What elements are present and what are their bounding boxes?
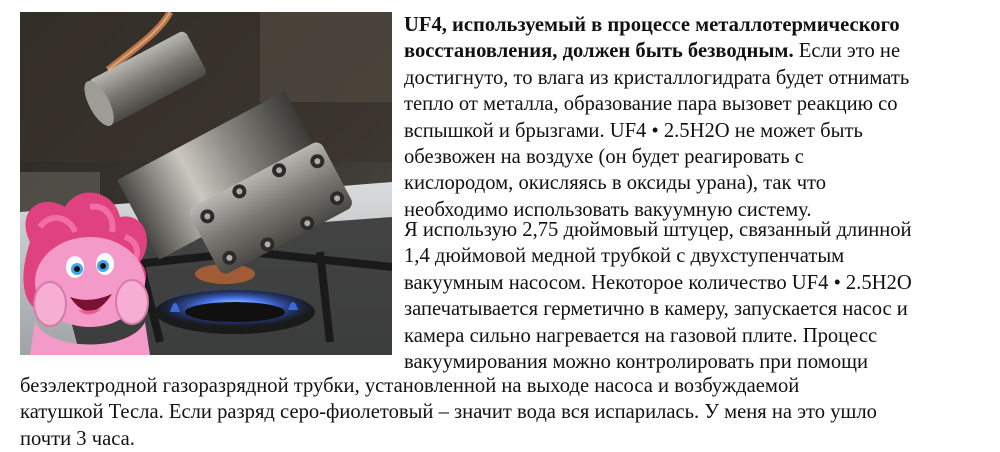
- text-line: безэлектродной газоразрядной трубки, установленной на выходе насоса и возбуждаемой: [20, 375, 800, 397]
- paragraph-setup: [404, 217, 912, 375]
- bold-heading-line-1: UF4, используемый в процессе металлотермического: [404, 14, 900, 36]
- paragraph-conclusion: [20, 373, 877, 452]
- text-line: вакуумным насосом. Некоторое количество UF4 • 2.5H2O: [404, 271, 912, 294]
- text-line: Если это не: [793, 40, 901, 63]
- text-line: тепло от металла, образование пара вызовет реакцию со: [404, 93, 898, 116]
- text-line: достигнуто, то влага из кристаллогидрата будет отнимать: [404, 66, 910, 89]
- text-line: вспышкой и брызгами. UF4 • 2.5H2O не может быть: [404, 119, 863, 142]
- vacuum-chamber-photo: [20, 12, 392, 355]
- text-line: кислородом, окисляясь в оксиды урана), так что: [404, 172, 827, 195]
- text-line: необходимо использовать вакуумную систему.: [404, 198, 812, 221]
- text-line: почти 3 часа.: [20, 427, 135, 450]
- text-line: Я использую 2,75 дюймовый штуцер, связанный длинной: [404, 219, 912, 241]
- text-line: катушкой Тесла. Если разряд серо-фиолетовый – значит вода вся испарилась. У меня на это ушло: [20, 401, 877, 424]
- paragraph-intro: [404, 12, 909, 223]
- text-line: 1,4 дюймовой медной трубкой с двухступенчатым: [404, 245, 845, 268]
- text-line: вакуумирования можно контролировать при помощи: [404, 351, 869, 374]
- text-line: запечатывается герметично в камеру, запускается насос и: [404, 298, 908, 321]
- text-line: камера сильно нагревается на газовой плите. Процесс: [404, 324, 878, 347]
- bold-heading-line-2: восстановления, должен быть безводным.: [404, 40, 794, 63]
- text-line: обезвожен на воздухе (он будет реагировать с: [404, 146, 804, 169]
